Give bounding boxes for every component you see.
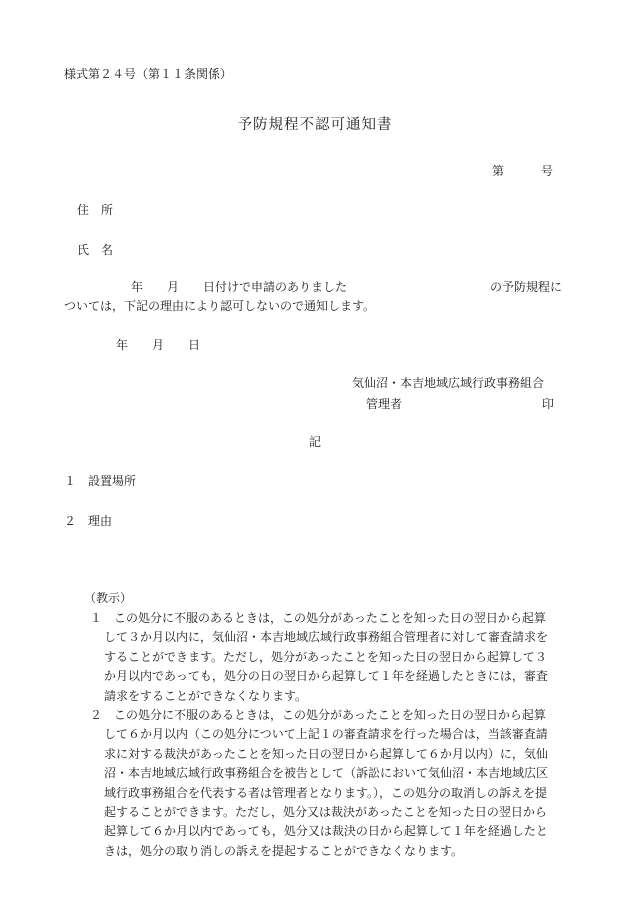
notice-line: きは，処分の取り消しの訴えを提起することができなくなります。 bbox=[104, 843, 464, 858]
document-title: 予防規程不認可通知書 bbox=[237, 117, 393, 133]
notice-line: して３か月以内に，気仙沼・本吉地域広域行政事務組合管理者に対して審査請求を bbox=[104, 630, 549, 645]
notice-line: 沼・本吉地域広域行政事務組合を被告として（訴訟において気仙沼・本吉地域広区 bbox=[104, 766, 549, 781]
doc-number-go: 号 bbox=[541, 164, 554, 178]
notice-line: 域行政事務組合を代表する者は管理者となります。），この処分の取消しの訴えを提 bbox=[104, 785, 548, 800]
seal-mark: 印 bbox=[542, 397, 555, 411]
notice-line: か月以内であっても，処分の日の翌日から起算して１年を経過したときには，審査 bbox=[104, 669, 548, 684]
ki-heading: 記 bbox=[308, 435, 321, 449]
notice-line: 求に対する裁決があったことを知った日の翌日から起算して６か月以内）に，気仙 bbox=[104, 746, 548, 761]
doc-number-dai: 第 bbox=[492, 164, 505, 178]
notice-line: 起することができます。ただし，処分又は裁決があったことを知った日の翌日から bbox=[104, 805, 547, 820]
notice-line: 起算して６か月以内であっても，処分又は裁決の日から起算して１年を経過したと bbox=[104, 824, 548, 839]
notice-line: ２ この処分に不服のあるときは，この処分があったことを知った日の翌日から起算 bbox=[90, 708, 546, 722]
body-line2: ついては，下記の理由により認可しないので通知します。 bbox=[64, 299, 376, 313]
form-number: 様式第２４号（第１１条関係） bbox=[64, 67, 233, 81]
item-reason: ２ 理由 bbox=[64, 514, 113, 528]
issue-date bbox=[116, 337, 200, 353]
notice-line: して６か月以内（この処分について上記１の審査請求を行った場合は，当該審査請 bbox=[104, 727, 548, 742]
date-day: 日 bbox=[188, 338, 201, 352]
notice-line: することができます。ただし，処分があったことを知った日の翌日から起算して３ bbox=[104, 649, 547, 664]
address-label: 住所 bbox=[77, 203, 126, 217]
notice-paragraph-1 bbox=[90, 609, 548, 706]
notice-line: １ この処分に不服のあるときは，この処分があったことを知った日の翌日から起算 bbox=[90, 611, 546, 625]
name-label: 氏名 bbox=[77, 243, 126, 257]
item-installation-location: １ 設置場所 bbox=[64, 474, 137, 488]
date-year: 年 bbox=[116, 338, 129, 352]
notice-heading: （教示） bbox=[84, 591, 133, 605]
date-month: 月 bbox=[152, 338, 165, 352]
body-line1-end: の予防規程に bbox=[490, 280, 563, 294]
notice-paragraph-2 bbox=[90, 706, 548, 861]
issuer-manager: 管理者 bbox=[366, 397, 403, 411]
body-line1-date-part: 年 月 日付けで申請のありました bbox=[131, 280, 348, 294]
notice-line: 請求をすることができなくなります。 bbox=[104, 688, 308, 703]
issuer-organization: 気仙沼・本吉地域広域行政事務組合 bbox=[352, 376, 545, 390]
